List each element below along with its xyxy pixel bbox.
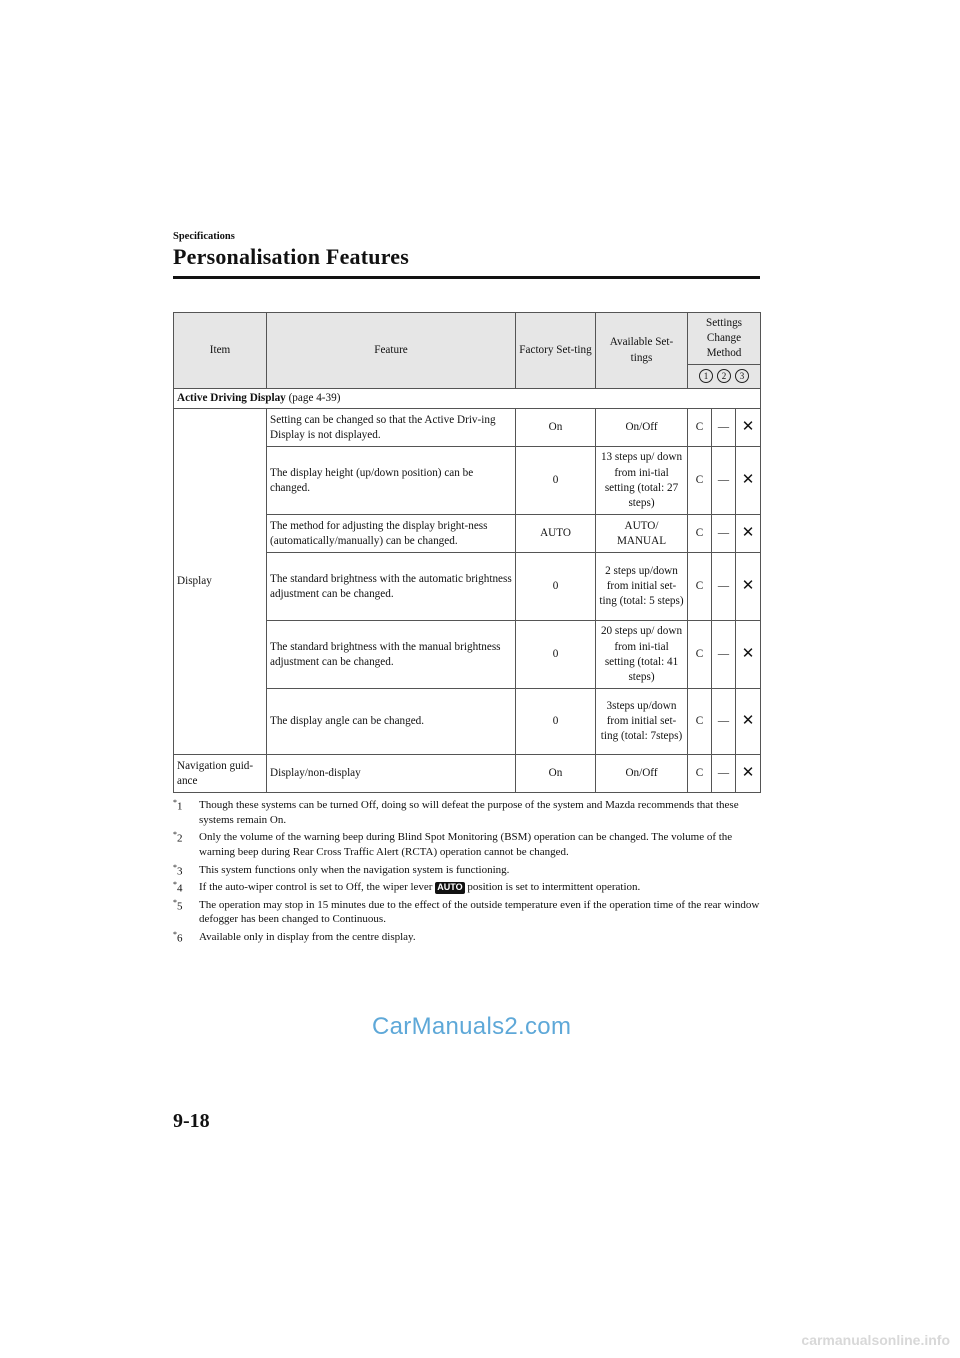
section-page-ref: (page 4-39) — [288, 392, 341, 404]
footnote-text: Only the volume of the warning beep during Blind Spot Monitoring (BSM) operation can be changed. The volume of the warning beep during Rear Cross Traffic Alert (RCTA) operation cannot be changed. — [199, 831, 733, 858]
cross-icon: ✕ — [736, 755, 761, 793]
footnote-number: *4 — [173, 880, 183, 895]
section-row — [174, 389, 761, 409]
footnote-text: Though these systems can be turned Off, doing so will defeat the purpose of the system and Mazda recommends that these systems remain On. — [199, 799, 739, 826]
footnote-text-before: If the auto-wiper control is set to Off, the wiper lever — [199, 881, 433, 894]
available-cell: On/Off — [596, 409, 688, 447]
method-1-icon: 1 — [699, 369, 713, 383]
method-1-cell: C — [688, 621, 712, 689]
factory-cell: AUTO — [516, 515, 596, 553]
watermark-link[interactable]: CarManuals2.com — [372, 1013, 572, 1040]
footnote — [173, 930, 763, 945]
footnote — [173, 798, 763, 827]
factory-cell: 0 — [516, 621, 596, 689]
footer-watermark: carmanualsonline.info — [801, 1332, 950, 1348]
available-cell: AUTO/ MANUAL — [596, 515, 688, 553]
footnote-text: The operation may stop in 15 minutes due to the effect of the outside temperature even if the operation time of the rear window defogger has been changed to Continuous. — [199, 898, 760, 926]
method-2-cell: — — [712, 553, 736, 621]
feature-cell: The standard brightness with the manual brightness adjustment can be changed. — [267, 621, 516, 689]
method-1-cell: C — [688, 689, 712, 755]
item-cell: Navigation guid-ance — [174, 755, 267, 793]
table-row — [174, 755, 761, 793]
footnote — [173, 880, 763, 895]
page-number: 9-18 — [173, 1110, 210, 1132]
factory-cell: 0 — [516, 689, 596, 755]
available-cell: 3steps up/down from initial set-ting (total: 7steps) — [596, 689, 688, 755]
method-2-cell: — — [712, 689, 736, 755]
method-1-cell: C — [688, 755, 712, 793]
footnotes — [173, 798, 763, 948]
factory-cell: On — [516, 755, 596, 793]
available-cell: 20 steps up/ down from ini-tial setting (total: 41 steps) — [596, 621, 688, 689]
method-3-icon: 3 — [735, 369, 749, 383]
footnote-number: *5 — [173, 897, 183, 913]
factory-cell: On — [516, 409, 596, 447]
auto-icon: AUTO — [437, 882, 463, 893]
cross-icon: ✕ — [736, 515, 761, 553]
footnote-text-after: position is set to intermittent operation. — [467, 881, 641, 894]
footnote — [173, 898, 763, 927]
footnote-number: *6 — [173, 930, 183, 945]
feature-cell: Setting can be changed so that the Active Driv-ing Display is not displayed. — [267, 409, 516, 447]
feature-cell: The display angle can be changed. — [267, 689, 516, 755]
method-2-cell: — — [712, 515, 736, 553]
method-numbers — [688, 365, 761, 389]
cross-icon: ✕ — [736, 409, 761, 447]
cross-icon: ✕ — [736, 621, 761, 689]
method-1-cell: C — [688, 409, 712, 447]
factory-cell: 0 — [516, 553, 596, 621]
personalisation-table — [173, 312, 761, 793]
available-cell: 13 steps up/ down from ini-tial setting (total: 27 steps) — [596, 447, 688, 515]
group-item-display: Display — [174, 409, 267, 755]
cross-icon: ✕ — [736, 553, 761, 621]
header-feature: Feature — [267, 313, 516, 389]
page-title: Personalisation Features — [173, 244, 409, 269]
table-row — [174, 409, 761, 447]
footnote — [173, 863, 763, 878]
footnote-number: *2 — [173, 830, 183, 845]
method-2-cell: — — [712, 621, 736, 689]
method-1-cell: C — [688, 447, 712, 515]
footnote-number: *3 — [173, 862, 183, 878]
title-rule — [173, 276, 760, 279]
feature-cell: The method for adjusting the display bright-ness (automatically/manually) can be changed. — [267, 515, 516, 553]
factory-cell: 0 — [516, 447, 596, 515]
method-2-cell: — — [712, 447, 736, 515]
footnote — [173, 830, 763, 859]
header-item: Item — [174, 313, 267, 389]
cross-icon: ✕ — [736, 447, 761, 515]
method-1-cell: C — [688, 553, 712, 621]
available-cell: 2 steps up/down from initial set-ting (total: 5 steps) — [596, 553, 688, 621]
method-2-cell: — — [712, 409, 736, 447]
header-available-settings: Available Set-tings — [596, 313, 688, 389]
method-2-cell: — — [712, 755, 736, 793]
footnote-text: This system functions only when the navigation system is functioning. — [199, 863, 510, 876]
section-title: Active Driving Display — [177, 392, 286, 404]
feature-cell: Display/non-display — [267, 755, 516, 793]
feature-cell: The standard brightness with the automatic brightness adjustment can be changed. — [267, 553, 516, 621]
footnote-text: Available only in display from the centre display. — [199, 931, 416, 943]
method-1-cell: C — [688, 515, 712, 553]
available-cell: On/Off — [596, 755, 688, 793]
section-label: Specifications — [173, 231, 235, 242]
header-change-method: Settings Change Method — [688, 313, 761, 365]
cross-icon: ✕ — [736, 689, 761, 755]
feature-cell: The display height (up/down position) can be changed. — [267, 447, 516, 515]
header-factory-setting: Factory Set-ting — [516, 313, 596, 389]
footnote-number: *1 — [173, 798, 183, 813]
method-2-icon: 2 — [717, 369, 731, 383]
